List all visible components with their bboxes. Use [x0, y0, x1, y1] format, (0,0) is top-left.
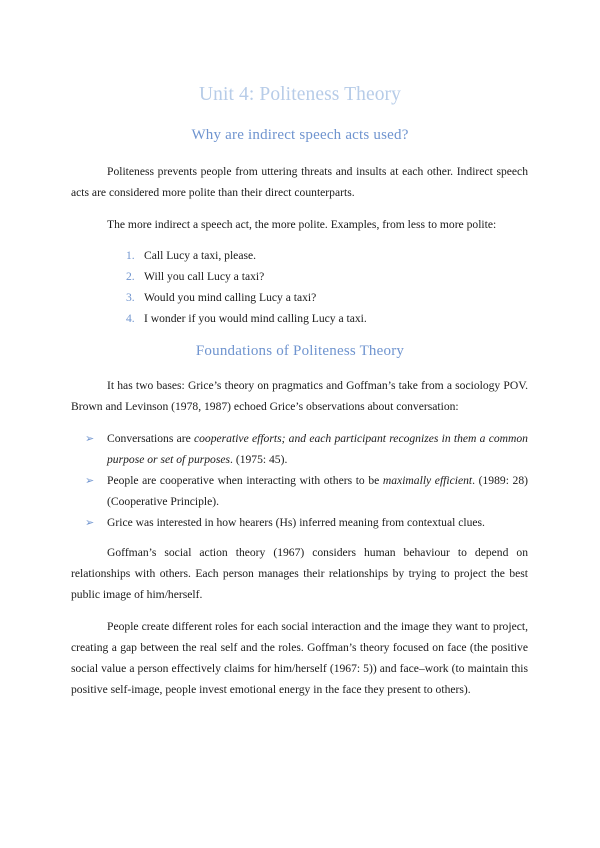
arrow-bullet-icon: ➢	[85, 516, 95, 529]
section-heading-foundations: Foundations of Politeness Theory	[195, 343, 405, 359]
list-item-text: Would you mind calling Lucy a taxi?	[144, 291, 317, 304]
list-item	[85, 428, 528, 470]
paragraph-roles-face: People create different roles for each social interaction and the image they want to project, creating a gap between the real self and the roles. Goffman’s theory focused on face (the positive social value a person effectively claims for him/herself (1967: 5)) and face–work (to maintain this positive self-image, people invest emotional energy in the face they present to others).	[71, 620, 528, 696]
examples-list	[126, 245, 534, 329]
list-item	[126, 308, 534, 329]
list-item	[126, 266, 534, 287]
list-number: 1.	[126, 249, 135, 262]
list-number: 3.	[126, 291, 135, 304]
paragraph-politeness: Politeness prevents people from uttering threats and insults at each other. Indirect speech acts are considered more polite than their direct counterparts.	[71, 165, 528, 199]
bullet-emphasis: cooperative efforts; and each participant recognizes in them a common purpose or set of purposes	[107, 432, 528, 466]
bullet-text-end: . (1975: 45).	[230, 453, 288, 466]
list-item-text: Will you call Lucy a taxi?	[144, 270, 265, 283]
bullet-text-end: . (1989: 28) (Cooperative Principle).	[107, 474, 528, 508]
list-item	[126, 245, 534, 266]
list-number: 2.	[126, 270, 135, 283]
list-item	[126, 287, 534, 308]
paragraph-indirectness: The more indirect a speech act, the more polite. Examples, from less to more polite:	[107, 218, 497, 231]
bullet-emphasis: maximally efficient	[382, 474, 473, 487]
bullet-text: Conversations are	[107, 432, 194, 445]
arrow-bullet-icon: ➢	[85, 474, 95, 487]
bullet-list	[85, 428, 528, 533]
list-item-text: Call Lucy a taxi, please.	[144, 249, 257, 262]
page-title: Unit 4: Politeness Theory	[198, 84, 401, 105]
list-item	[85, 512, 528, 533]
list-item	[85, 470, 528, 512]
arrow-bullet-icon: ➢	[85, 432, 95, 445]
paragraph-two-bases: It has two bases: Grice’s theory on pragmatics and Goffman’s take from a sociology POV. Brown and Levinson (1978, 1987) echoed Grice’s observations about conversation:	[71, 379, 528, 413]
list-item-text: I wonder if you would mind calling Lucy a taxi.	[144, 312, 367, 325]
bullet-text: People are cooperative when interacting with others to be	[107, 474, 383, 487]
list-number: 4.	[126, 312, 135, 325]
paragraph-goffman-theory: Goffman’s social action theory (1967) considers human behaviour to depend on relationships with others. Each person manages their relationships by trying to project the best public image of him/herself.	[71, 546, 528, 601]
bullet-text: Grice was interested in how hearers (Hs) inferred meaning from contextual clues.	[107, 516, 485, 529]
section-heading-indirect-speech: Why are indirect speech acts used?	[191, 127, 409, 143]
